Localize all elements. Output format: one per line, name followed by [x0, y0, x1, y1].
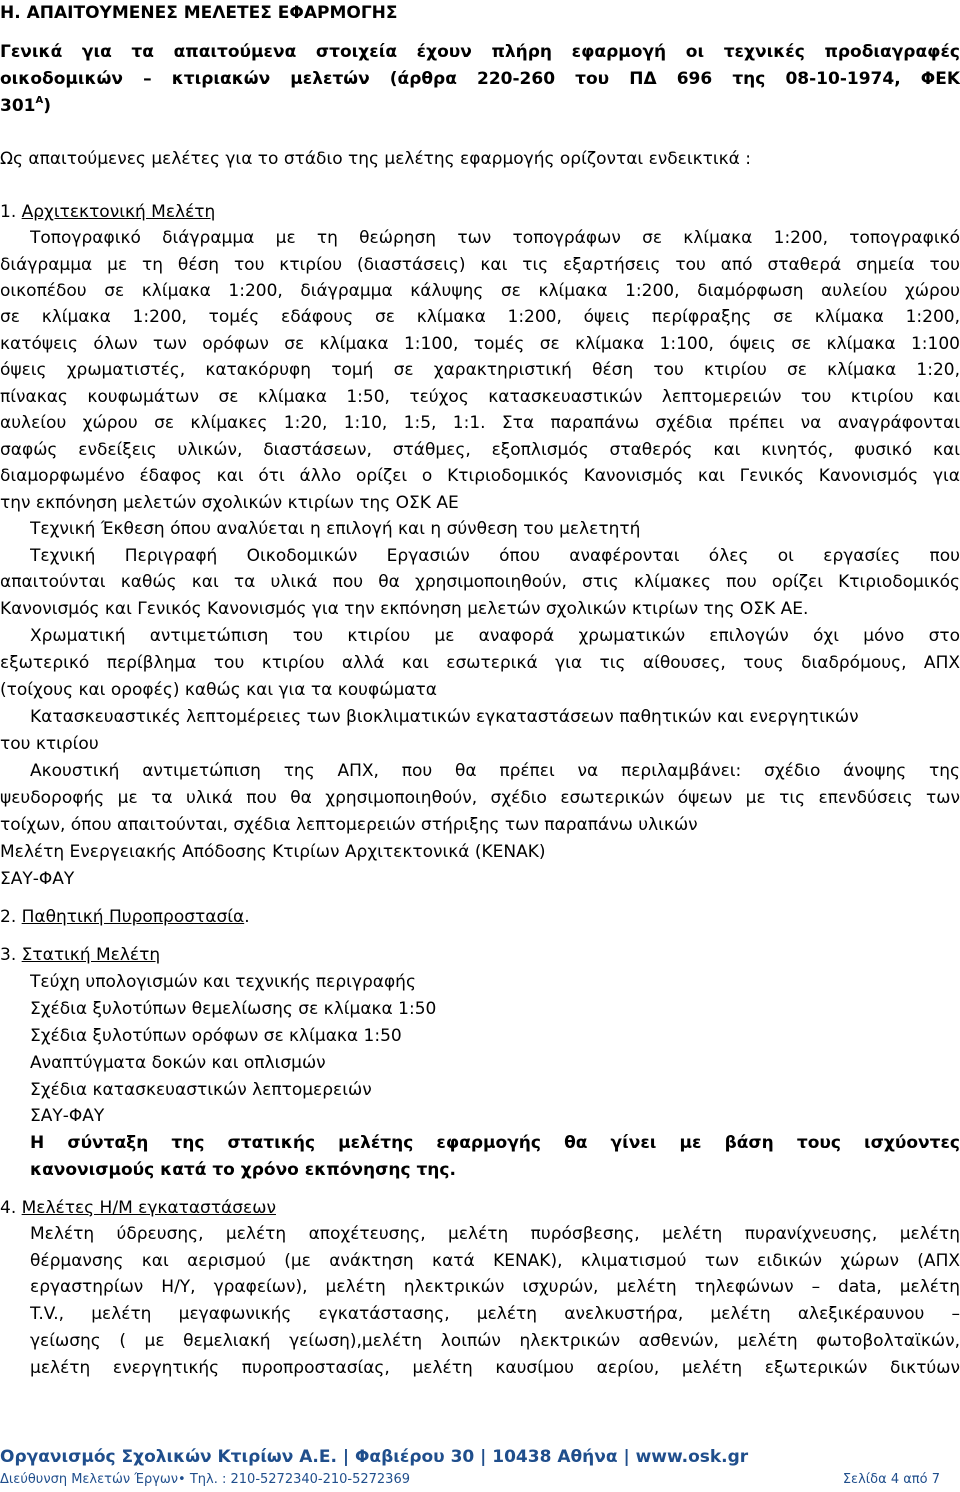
section-3-item: Σχέδια ξυλοτύπων θεμελίωσης σε κλίμακα 1:50 [30, 999, 437, 1019]
intro-bold-line: Γενικά για τα απαιτούμενα στοιχεία έχουν πλήρη εφαρμογή οι τεχνικές προδιαγραφές [0, 42, 960, 62]
section-1-line: πίνακας κουφωμάτων σε κλίμακα 1:50, τεύχος κατασκευαστικών λεπτομερειών του κτιρίου και [0, 387, 960, 407]
section-1-say-fay: ΣΑΥ-ΦΑΥ [0, 869, 75, 889]
section-3-number: 3. [0, 945, 17, 965]
footer-address: Διεύθυνση Μελετών Έργων• Τηλ. : 210-5272340-210-5272369 [0, 1472, 410, 1487]
section-3-note-line: κανονισμούς κατά το χρόνο εκπόνησης της. [30, 1160, 456, 1180]
section-3-item: Σχέδια κατασκευαστικών λεπτομερειών [30, 1080, 372, 1100]
section-1-number: 1. [0, 202, 17, 222]
color-treatment-line: εξωτερικό περίβλημα του κτιρίου αλλά και εσωτερικά για τις αίθουσες, τους διαδρόμους, ΑΠΧ [0, 653, 960, 673]
section-4-line: γείωσης ( με θεμελιακή γείωση),μελέτη λοιπών ηλεκτρικών ασθενών, μελέτη φωτοβολταϊκών, [30, 1331, 960, 1351]
section-2-tail: . [244, 907, 250, 927]
section-1-line: διάγραμμα με τη θέση του κτιρίου (διαστάσεις) και τις εξαρτήσεις του από σταθερά σημεία του [0, 255, 960, 275]
acoustic-line: τοίχων, όπου απαιτούνται, σχέδια λεπτομερειών στήριξης των παραπάνω υλικών [0, 815, 698, 835]
section-1-line: σε κλίμακα 1:200, τομές εδάφους σε κλίμακα 1:200, όψεις περίφραξης σε κλίμακα 1:200, [0, 307, 960, 327]
intro-fek-sup: Α [35, 95, 44, 106]
section-4-line: Μελέτη ύδρευσης, μελέτη αποχέτευσης, μελέτη πυρόσβεσης, μελέτη πυρανίχνευσης, μελέτη [30, 1224, 960, 1244]
section-1-line: την εκπόνηση μελετών σχολικών κτιρίων της ΟΣΚ ΑΕ [0, 493, 459, 513]
section-2-header [0, 904, 960, 930]
technical-description-line: Κανονισμός και Γενικός Κανονισμός για την εκπόνηση μελετών σχολικών κτιρίων της ΟΣΚ ΑΕ. [0, 599, 809, 619]
footer-page-number: Σελίδα 4 από 7 [842, 1472, 940, 1487]
section-1-line: σαφώς ενδείξεις υλικών, διαστάσεων, στάθμες, εξοπλισμός σταθερός και κινητός, φυσικό και [0, 440, 960, 460]
section-1-title: Αρχιτεκτονική Μελέτη [21, 202, 216, 222]
section-4-line: T.V., μελέτη μεγαφωνικής εγκατάστασης, μελέτη ανελκυστήρα, μελέτη αλεξικέραυνου – [30, 1304, 960, 1324]
section-2-title: Παθητική Πυροπροστασία [21, 907, 245, 927]
acoustic-line: ψευδοροφής με τα υλικά που θα χρησιμοποιηθούν, σχέδιο εσωτερικών όψεων με τις επενδύσεις των [0, 788, 960, 808]
intro-bold-line [0, 93, 960, 119]
section-4-title: Μελέτες Η/Μ εγκαταστάσεων [21, 1198, 276, 1218]
section-3-header [0, 942, 960, 968]
section-3-item: ΣΑΥ-ΦΑΥ [30, 1106, 105, 1126]
intro-line: Ως απαιτούμενες μελέτες για το στάδιο της μελέτης εφαρμογής ορίζονται ενδεικτικά : [0, 149, 751, 169]
section-1-line: αυλείου χώρου σε κλίμακες 1:20, 1:10, 1:5, 1:1. Στα παραπάνω σχέδια πρέπει να αναγράφονται [0, 413, 960, 433]
section-heading: Η. ΑΠΑΙΤΟΥΜΕΝΕΣ ΜΕΛΕΤΕΣ ΕΦΑΡΜΟΓΗΣ [0, 3, 398, 23]
section-2-number: 2. [0, 907, 17, 927]
acoustic-line: Ακουστική αντιμετώπιση της ΑΠΧ, που θα πρέπει να περιλαμβάνει: σχέδιο άνοψης της [30, 761, 960, 781]
section-4-line: θέρμανσης και αερισμού (με ανάκτηση κατά ΚΕΝΑΚ), κλιματισμού των ειδικών χώρων (ΑΠΧ [30, 1251, 960, 1271]
technical-report: Τεχνική Έκθεση όπου αναλύεται η επιλογή και η σύνθεση του μελετητή [30, 519, 641, 539]
section-3-item: Τεύχη υπολογισμών και τεχνικής περιγραφής [30, 972, 416, 992]
intro-fek-close: ) [43, 96, 52, 116]
section-4-line: μελέτη ενεργητικής πυροπροστασίας, μελέτη καυσίμου αερίου, μελέτη εξωτερικών δικτύων [30, 1358, 960, 1378]
bioclimatic-line: του κτιρίου [0, 734, 99, 754]
section-4-line: εργαστηρίων Η/Υ, γραφείων), μελέτη ηλεκτρικών ισχυρών, μελέτη τηλεφώνων – data, μελέτη [30, 1277, 960, 1297]
section-1-line: οικοπέδου σε κλίμακα 1:200, διάγραμμα κάλυψης σε κλίμακα 1:200, διαμόρφωση αυλείου χώρου [0, 281, 960, 301]
footer-organization: Οργανισμός Σχολικών Κτιρίων Α.Ε. | Φαβιέρου 30 | 10438 Αθήνα | www.osk.gr [0, 1447, 749, 1467]
section-1-header [0, 199, 960, 225]
intro-fek-number: 301 [0, 96, 36, 116]
section-4-number: 4. [0, 1198, 17, 1218]
section-3-item: Αναπτύγματα δοκών και οπλισμών [30, 1053, 326, 1073]
color-treatment-line: (τοίχους και οροφές) καθώς και για τα κουφώματα [0, 680, 437, 700]
section-3-title: Στατική Μελέτη [21, 945, 161, 965]
section-3-item: Σχέδια ξυλοτύπων ορόφων σε κλίμακα 1:50 [30, 1026, 402, 1046]
bioclimatic-line: Κατασκευαστικές λεπτομέρειες των βιοκλιματικών εγκαταστάσεων παθητικών και ενεργητικών [30, 707, 859, 727]
section-1-line: Τοπογραφικό διάγραμμα με τη θεώρηση των τοπογράφων σε κλίμακα 1:200, τοπογραφικό [30, 228, 960, 248]
kenak-study: Μελέτη Ενεργειακής Απόδοσης Κτιρίων Αρχιτεκτονικά (ΚΕΝΑΚ) [0, 842, 546, 862]
section-1-line: όψεις χρωματιστές, κατακόρυφη τομή σε χαρακτηριστική θέση του κτιρίου σε κλίμακα 1:20, [0, 360, 960, 380]
color-treatment-line: Χρωματική αντιμετώπιση του κτιρίου με αναφορά χρωματικών επιλογών όχι μόνο στο [30, 626, 960, 646]
section-1-line: κατόψεις όλων των ορόφων σε κλίμακα 1:100, τομές σε κλίμακα 1:100, όψεις σε κλίμακα 1:100 [0, 334, 960, 354]
section-3-note-line: Η σύνταξη της στατικής μελέτης εφαρμογής θα γίνει με βάση τους ισχύοντες [30, 1133, 960, 1153]
section-4-header [0, 1195, 960, 1221]
intro-bold-line: οικοδομικών – κτιριακών μελετών (άρθρα 220-260 του ΠΔ 696 της 08-10-1974, ΦΕΚ [0, 69, 960, 89]
technical-description-line: Τεχνική Περιγραφή Οικοδομικών Εργασιών όπου αναφέρονται όλες οι εργασίες που [30, 546, 960, 566]
section-1-line: διαμορφωμένο έδαφος και ότι άλλο ορίζει ο Κτιριοδομικός Κανονισμός και Γενικός Κανονισμός για [0, 466, 960, 486]
technical-description-line: απαιτούνται καθώς και τα υλικά που θα χρησιμοποιηθούν, στις κλίμακες που ορίζει Κτιριοδομικός [0, 572, 960, 592]
